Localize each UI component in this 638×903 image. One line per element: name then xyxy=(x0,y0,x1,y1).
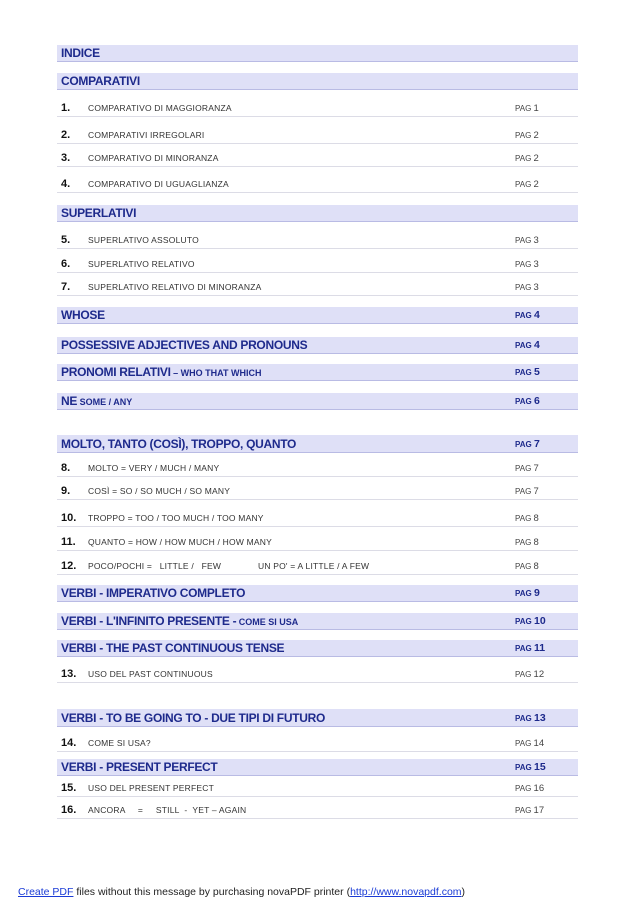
page-ref: PAG 7 xyxy=(515,462,539,474)
page-ref: PAG 8 xyxy=(515,560,539,572)
item-label: COMPARATIVO DI MAGGIORANZA xyxy=(88,103,232,113)
item-label: POCO/POCHI = LITTLE / FEW xyxy=(88,561,222,571)
topic-imperativo xyxy=(57,585,578,602)
page-title: INDICE xyxy=(61,46,100,60)
item-label: MOLTO = VERY / MUCH / MANY xyxy=(88,463,220,473)
topic-title: PRONOMI RELATIVI – WHO THAT WHICH xyxy=(61,365,262,379)
item-label: COMPARATIVI IRREGOLARI xyxy=(88,130,205,140)
item-number: 10. xyxy=(61,512,77,524)
list-item xyxy=(57,780,578,797)
list-item xyxy=(57,150,578,167)
item-number: 4. xyxy=(61,178,71,190)
item-number: 8. xyxy=(61,462,71,474)
page-ref: PAG 8 xyxy=(515,536,539,548)
page-ref: PAG 10 xyxy=(515,615,546,627)
item-label: SUPERLATIVO ASSOLUTO xyxy=(88,235,199,245)
item-label: SUPERLATIVO RELATIVO xyxy=(88,259,195,269)
item-number: 12. xyxy=(61,560,77,572)
item-label: QUANTO = HOW / HOW MUCH / HOW MANY xyxy=(88,537,272,547)
list-item xyxy=(57,558,578,575)
index-header xyxy=(57,45,578,62)
page-ref: PAG 11 xyxy=(515,642,546,654)
page-ref: PAG 16 xyxy=(515,782,545,794)
topic-title: WHOSE xyxy=(61,308,105,322)
list-item xyxy=(57,100,578,117)
item-label: USO DEL PAST CONTINUOUS xyxy=(88,669,213,679)
page-ref: PAG 7 xyxy=(515,485,539,497)
item-number: 5. xyxy=(61,234,71,246)
section-title: SUPERLATIVI xyxy=(61,206,137,220)
item-label: SUPERLATIVO RELATIVO DI MINORANZA xyxy=(88,282,262,292)
page-ref: PAG 5 xyxy=(515,366,540,378)
page-ref: PAG 15 xyxy=(515,761,546,773)
topic-title: MOLTO, TANTO (COSÌ), TROPPO, QUANTO xyxy=(61,436,297,451)
item-label: TROPPO = TOO / TOO MUCH / TOO MANY xyxy=(88,513,264,523)
topic-whose xyxy=(57,307,578,324)
item-number: 2. xyxy=(61,129,71,141)
page-ref: PAG 1 xyxy=(515,102,539,114)
list-item xyxy=(57,176,578,193)
list-item xyxy=(57,510,578,527)
footer-text: files without this message by purchasing novaPDF printer ( xyxy=(73,886,351,898)
section-comparativi xyxy=(57,73,578,90)
item-number: 7. xyxy=(61,281,71,293)
page-ref: PAG 12 xyxy=(515,668,545,680)
topic-past-continuous xyxy=(57,640,578,657)
page-ref: PAG 3 xyxy=(515,258,539,270)
page-ref: PAG 2 xyxy=(515,152,539,164)
item-label: COMPARATIVO DI MINORANZA xyxy=(88,153,219,163)
list-item xyxy=(57,802,578,819)
page-ref: PAG 2 xyxy=(515,178,539,190)
item-number: 15. xyxy=(61,782,77,794)
item-number: 14. xyxy=(61,737,77,749)
list-item xyxy=(57,127,578,144)
list-item xyxy=(57,232,578,249)
page-ref: PAG 14 xyxy=(515,737,545,749)
topic-infinito xyxy=(57,613,578,630)
item-label: COME SI USA? xyxy=(88,738,151,748)
item-number: 1. xyxy=(61,102,71,114)
footer-end: ) xyxy=(461,886,466,898)
pdf-footer xyxy=(18,886,465,898)
item-label: COMPARATIVO DI UGUAGLIANZA xyxy=(88,179,229,189)
list-item xyxy=(57,256,578,273)
topic-ne xyxy=(57,393,578,410)
item-number: 3. xyxy=(61,152,71,164)
item-number: 9. xyxy=(61,485,71,497)
page-ref: PAG 8 xyxy=(515,512,539,524)
topic-title: VERBI - L'INFINITO PRESENTE - COME SI USA xyxy=(61,614,299,628)
page-ref: PAG 6 xyxy=(515,395,540,407)
section-title: COMPARATIVI xyxy=(61,74,140,88)
list-item xyxy=(57,666,578,683)
topic-title: POSSESSIVE ADJECTIVES AND PRONOUNS xyxy=(61,338,308,352)
topic-pronomi-relativi xyxy=(57,364,578,381)
item-label: USO DEL PRESENT PERFECT xyxy=(88,783,214,793)
item-number: 11. xyxy=(61,536,76,548)
topic-present-perfect xyxy=(57,759,578,776)
list-item xyxy=(57,483,578,500)
list-item xyxy=(57,460,578,477)
create-pdf-link[interactable]: Create PDF xyxy=(18,886,74,898)
page-ref: PAG 4 xyxy=(515,309,540,321)
topic-going-to xyxy=(57,709,578,727)
page-ref: PAG 3 xyxy=(515,281,539,293)
topic-title: VERBI - PRESENT PERFECT xyxy=(61,760,218,774)
item-number: 6. xyxy=(61,258,71,270)
page-ref: PAG 7 xyxy=(515,437,540,450)
topic-title: NE SOME / ANY xyxy=(61,394,133,408)
section-superlativi xyxy=(57,205,578,222)
topic-molto xyxy=(57,435,578,453)
topic-possessive xyxy=(57,337,578,354)
item-number: 13. xyxy=(61,668,77,680)
topic-title: VERBI - IMPERATIVO COMPLETO xyxy=(61,586,246,600)
novapdf-link[interactable]: http://www.novapdf.com xyxy=(350,886,462,898)
list-item xyxy=(57,279,578,296)
list-item xyxy=(57,735,578,752)
page-ref: PAG 4 xyxy=(515,339,540,351)
page-ref: PAG 17 xyxy=(515,804,545,816)
page-ref: PAG 9 xyxy=(515,587,540,599)
list-item xyxy=(57,534,578,551)
item-label: ANCORA = STILL - YET – AGAIN xyxy=(88,805,247,815)
page-ref: PAG 13 xyxy=(515,711,546,724)
item-number: 16. xyxy=(61,804,77,816)
topic-title: VERBI - THE PAST CONTINUOUS TENSE xyxy=(61,641,285,655)
topic-title: VERBI - TO BE GOING TO - DUE TIPI DI FUTURO xyxy=(61,710,326,725)
item-label-2: UN PO' = A LITTLE / A FEW xyxy=(258,561,370,571)
page-ref: PAG 3 xyxy=(515,234,539,246)
item-label: COSÌ = SO / SO MUCH / SO MANY xyxy=(88,486,231,496)
page-ref: PAG 2 xyxy=(515,129,539,141)
